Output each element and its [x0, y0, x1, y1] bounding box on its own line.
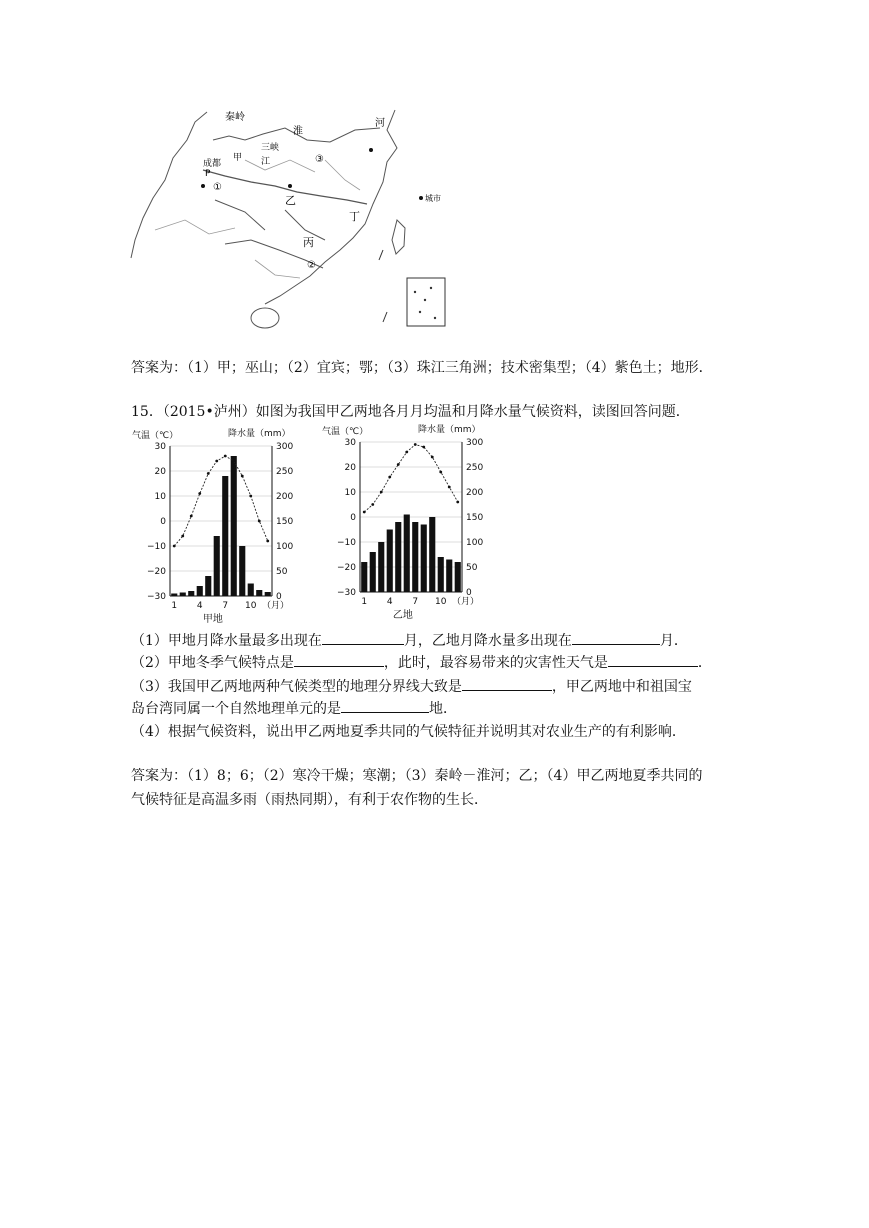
precip-tick-label: 250 [466, 463, 484, 473]
q15-3-text-b: ，甲乙两地中和祖国宝 [551, 679, 692, 695]
answer-15-line-2: 气候特征是高温多雨（雨热同期），有利于农作物的生长． [131, 792, 488, 808]
precip-bar [180, 593, 186, 597]
precip-tick-label: 50 [466, 563, 478, 573]
temp-tick-label: −30 [147, 592, 166, 602]
temp-tick-label: 30 [154, 442, 166, 452]
x-tick-label: 7 [412, 597, 419, 607]
precip-bar [361, 562, 367, 592]
temp-tick-label: −10 [147, 542, 166, 552]
map-label-yi: 乙 [285, 194, 296, 207]
question-15-stem: 15．（2015•泸州）如图为我国甲乙两地各月月均温和月降水量气候资料，读图回答问题． [131, 404, 690, 420]
q15-1-text-c: 月． [659, 633, 688, 649]
question-15-2 [131, 652, 712, 673]
precip-bar [222, 476, 228, 596]
precip-tick-label: 0 [466, 588, 472, 598]
temp-tick-label: −20 [337, 563, 356, 573]
temp-point [439, 471, 442, 474]
temp-tick-label: 0 [160, 517, 166, 527]
x-tick-label: 1 [361, 597, 368, 607]
q15-2-text-b: ，此时，最容易带来的灾害性天气是 [383, 655, 608, 671]
answer-15-line-1: 答案为：（1）8；6；（2）寒冷干燥；寒潮；（3）秦岭－淮河；乙；（4）甲乙两地夏季共同的 [131, 768, 703, 784]
q15-1-blank-2[interactable] [572, 630, 660, 645]
precip-axis-label: 降水量（mm） [418, 425, 481, 435]
q15-3-blank-2[interactable] [341, 698, 429, 713]
climate-chart-yi [320, 422, 500, 622]
temp-point [397, 463, 400, 466]
q15-1-text-b: 月，乙地月降水量多出现在 [403, 633, 572, 649]
precip-bar [265, 592, 271, 596]
q15-1-text-a: （1）甲地月降水量最多出现在 [131, 633, 322, 649]
precip-tick-label: 200 [276, 492, 294, 502]
chart-caption: 乙地 [392, 610, 413, 621]
temp-point [456, 501, 459, 504]
x-unit-label: （月） [262, 601, 290, 611]
map-label-he: 河 [375, 118, 385, 129]
precip-bar [370, 552, 376, 592]
precip-bar [214, 536, 220, 596]
temp-tick-label: 10 [344, 488, 356, 498]
temp-point [258, 520, 261, 523]
temp-point [224, 455, 227, 458]
precip-axis-label: 降水量（mm） [228, 429, 291, 439]
temp-point [241, 475, 244, 478]
temp-point [405, 451, 408, 454]
precip-bar [429, 517, 435, 592]
precip-tick-label: 200 [466, 488, 484, 498]
precip-bar [455, 562, 461, 592]
question-15-3 [131, 676, 692, 697]
temp-point [198, 492, 201, 495]
precip-tick-label: 150 [276, 517, 294, 527]
precip-bar [404, 515, 410, 593]
china-southeast-map [125, 100, 470, 335]
question-15-3-cont [131, 698, 457, 719]
temp-point [380, 491, 383, 494]
q15-3-text-a: （3）我国甲乙两地两种气候类型的地理分界线大致是 [131, 679, 462, 695]
temp-point [249, 495, 252, 498]
question-15-1 [131, 630, 688, 651]
precip-tick-label: 0 [276, 592, 282, 602]
temp-point [207, 472, 210, 475]
x-unit-label: （月） [452, 597, 480, 607]
map-label-jiang: 江 [261, 157, 271, 167]
q15-3-text-d: 地． [429, 701, 457, 717]
temp-tick-label: 0 [350, 513, 356, 523]
precip-bar [239, 546, 245, 596]
map-legend-city: 城市 [425, 194, 441, 203]
precip-bar [438, 557, 444, 592]
temp-axis-label: 气温（℃） [322, 427, 369, 437]
precip-tick-label: 150 [466, 513, 484, 523]
temp-point [363, 511, 366, 514]
temp-point [266, 540, 269, 543]
temp-tick-label: 10 [154, 492, 166, 502]
temp-point [215, 460, 218, 463]
precip-tick-label: 50 [276, 567, 288, 577]
map-label-sanxia: 三峡 [261, 143, 280, 153]
precip-bar [378, 542, 384, 592]
q15-3-text-c: 岛台湾同属一个自然地理单元的是 [131, 701, 341, 717]
temp-tick-label: 20 [344, 463, 356, 473]
temp-point [181, 535, 184, 538]
precip-bar [421, 525, 427, 593]
x-tick-label: 1 [171, 601, 178, 611]
precip-bar [205, 576, 211, 596]
answer-14: 答案为：（1）甲；巫山；（2）宜宾；鄂；（3）珠江三角洲；技术密集型；（4）紫色土；地形． [131, 360, 713, 376]
map-label-p: P [205, 169, 211, 179]
q15-1-blank-1[interactable] [322, 630, 404, 645]
temp-point [431, 456, 434, 459]
temp-point [414, 443, 417, 446]
precip-bar [387, 530, 393, 593]
map-label-huai: 淮 [293, 126, 303, 137]
precip-bar [248, 584, 254, 597]
x-tick-label: 10 [435, 597, 447, 607]
temp-axis-label: 气温（℃） [132, 431, 179, 441]
temp-tick-label: −10 [337, 538, 356, 548]
precip-tick-label: 100 [276, 542, 294, 552]
map-label-chengdu: 成都 [203, 159, 222, 169]
temp-tick-label: −20 [147, 567, 166, 577]
precip-bar [256, 590, 262, 596]
map-label-qinling: 秦岭 [225, 112, 245, 123]
precip-tick-label: 300 [466, 438, 484, 448]
x-tick-label: 4 [196, 601, 203, 611]
precip-tick-label: 100 [466, 538, 484, 548]
q15-2-text-c: ． [697, 655, 712, 671]
question-15-4: （4）根据气候资料，说出甲乙两地夏季共同的气候特征并说明其对农业生产的有利影响． [131, 724, 686, 740]
x-tick-label: 4 [386, 597, 393, 607]
temp-point [448, 486, 451, 489]
temp-point [422, 446, 425, 449]
temp-tick-label: −30 [337, 588, 356, 598]
precip-bar [412, 522, 418, 592]
precip-bar [197, 586, 203, 596]
map-label-c3: ③ [315, 154, 324, 165]
chart-caption: 甲地 [202, 614, 223, 625]
precip-tick-label: 250 [276, 467, 294, 477]
map-label-c1: ① [213, 182, 222, 193]
map-label-ding: 丁 [349, 210, 360, 223]
temp-tick-label: 30 [344, 438, 356, 448]
temp-point [388, 476, 391, 479]
precip-bar [188, 591, 194, 596]
map-label-bing: 丙 [303, 236, 314, 249]
q15-3-blank-1[interactable] [462, 676, 552, 691]
precip-bar [171, 594, 177, 597]
temp-line [174, 456, 267, 546]
precip-bar [395, 522, 401, 592]
climate-chart-jia [130, 426, 310, 626]
precip-bar [446, 560, 452, 593]
q15-2-blank-2[interactable] [608, 652, 698, 667]
precip-bar [231, 456, 237, 596]
temp-point [173, 545, 176, 548]
q15-2-text-a: （2）甲地冬季气候特点是 [131, 655, 294, 671]
temp-point [371, 503, 374, 506]
x-tick-label: 10 [245, 601, 257, 611]
map-label-jia: 甲 [233, 153, 243, 163]
q15-2-blank-1[interactable] [294, 652, 384, 667]
temp-line [364, 445, 458, 513]
precip-tick-label: 300 [276, 442, 294, 452]
temp-tick-label: 20 [154, 467, 166, 477]
temp-point [190, 515, 193, 518]
map-label-c2: ② [307, 260, 316, 271]
x-tick-label: 7 [222, 601, 229, 611]
temp-point [232, 460, 235, 463]
